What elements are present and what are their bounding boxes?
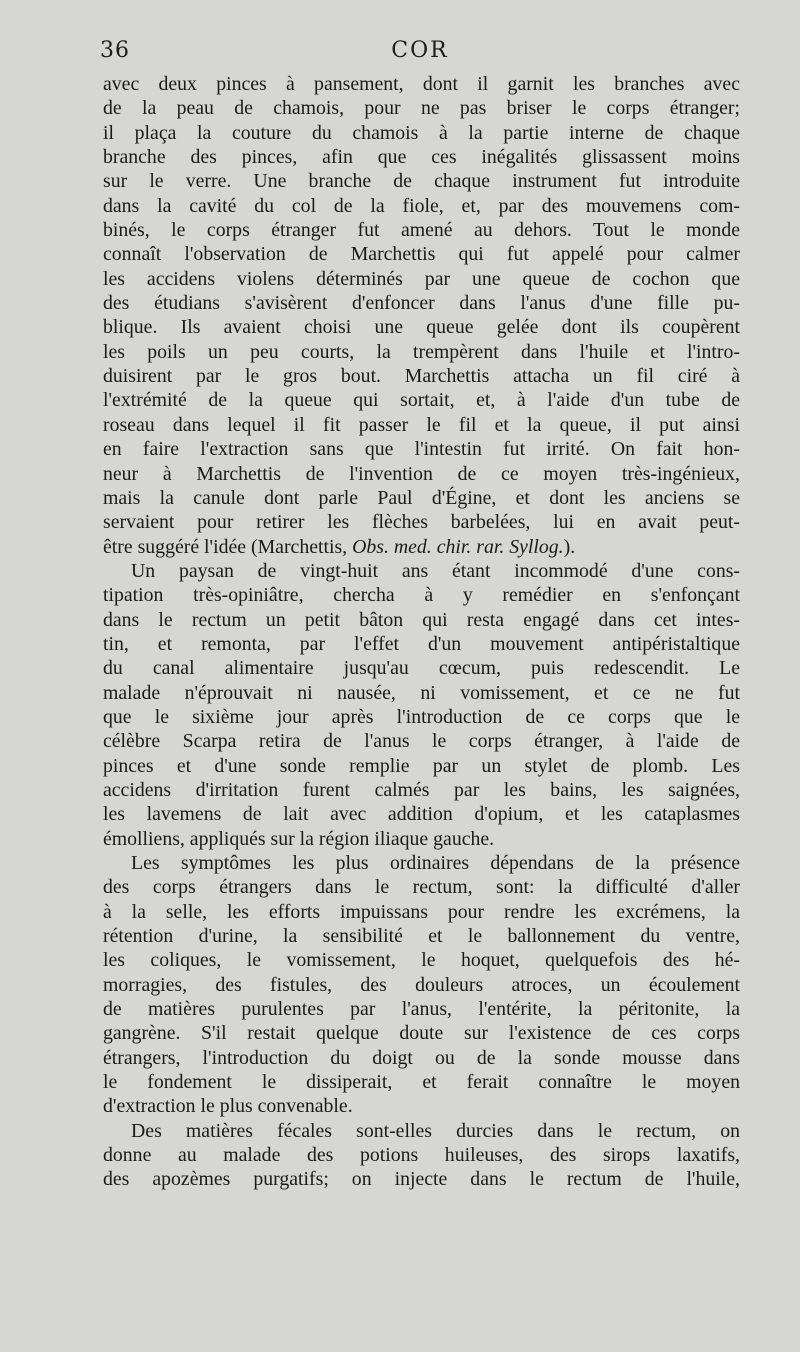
paragraph	[103, 72, 740, 559]
paragraph	[103, 851, 740, 1119]
text-line: dans la cavité du col de la fiole, et, par des mouvemens com-	[103, 194, 740, 217]
text-line: étrangers, l'introduction du doigt ou de la sonde mousse dans	[103, 1046, 740, 1069]
text-line: à la selle, les efforts impuissans pour rendre les excrémens, la	[103, 900, 740, 923]
text-line	[103, 535, 740, 559]
text-line: neur à Marchettis de l'invention de ce moyen très-ingénieux,	[103, 462, 740, 485]
text-line: célèbre Scarpa retira de l'anus le corps étranger, à l'aide de	[103, 730, 740, 753]
text-line: binés, le corps étranger fut amené au dehors. Tout le monde	[103, 219, 740, 242]
text-line: roseau dans lequel il fit passer le fil et la queue, il put ainsi	[103, 413, 740, 436]
text-line: les coliques, le vomissement, le hoquet, quelquefois des hé-	[103, 949, 740, 972]
text-line: blique. Ils avaient choisi une queue gelée dont ils coupèrent	[103, 316, 740, 339]
text-line: tipation très-opiniâtre, chercha à y remédier en s'enfonçant	[103, 584, 740, 607]
text-line: connaît l'observation de Marchettis qui fut appelé pour calmer	[103, 243, 740, 266]
text-line: donne au malade des potions huileuses, des sirops laxatifs,	[103, 1144, 740, 1167]
text-line: les poils un peu courts, la trempèrent dans l'huile et l'intro-	[103, 340, 740, 363]
text-line: morragies, des fistules, des douleurs atroces, un écoulement	[103, 973, 740, 996]
text-line: le fondement le dissiperait, et ferait connaître le moyen	[103, 1071, 740, 1094]
text-line: sur le verre. Une branche de chaque instrument fut introduite	[103, 170, 740, 193]
text-line: les accidens violens déterminés par une queue de cochon que	[103, 267, 740, 290]
text-line: mais la canule dont parle Paul d'Égine, et dont les anciens se	[103, 486, 740, 509]
text-line: émolliens, appliqués sur la région iliaque gauche.	[103, 827, 495, 850]
text-line: les lavemens de lait avec addition d'opium, et les cataplasmes	[103, 803, 740, 826]
text-line: que le sixième jour après l'introduction de ce corps que le	[103, 705, 740, 728]
body-text	[103, 72, 740, 1192]
paragraph	[103, 559, 740, 851]
page-header	[100, 38, 740, 68]
text-line: du canal alimentaire jusqu'au cœcum, puis redescendit. Le	[103, 657, 740, 680]
text-line: il plaça la couture du chamois à la partie interne de chaque	[103, 121, 740, 144]
text-line: Les symptômes les plus ordinaires dépendans de la présence	[131, 852, 740, 874]
text-line: Des matières fécales sont-elles durcies dans le rectum, on	[131, 1119, 740, 1142]
text-line: servaient pour retirer les flèches barbelées, lui en avait peut-	[103, 511, 740, 534]
citation-suffix: ).	[563, 535, 576, 558]
text-line: gangrène. S'il restait quelque doute sur l'existence de ces corps	[103, 1022, 740, 1045]
running-head: COR	[391, 38, 449, 63]
text-line: tin, et remonta, par l'effet d'un mouvement antipéristaltique	[103, 632, 740, 655]
text-line: en faire l'extraction sans que l'intestin fut irrité. On fait hon-	[103, 438, 740, 461]
text-line: des corps étrangers dans le rectum, sont: la difficulté d'aller	[103, 876, 740, 899]
text-line: d'extraction le plus convenable.	[103, 1095, 353, 1118]
text-line: des étudians s'avisèrent d'enfoncer dans l'anus d'une fille pu-	[103, 292, 740, 315]
text-line: rétention d'urine, la sensibilité et le ballonnement du ventre,	[103, 925, 740, 948]
text-line: duisirent par le gros bout. Marchettis attacha un fil ciré à	[103, 365, 740, 388]
text-line: branche des pinces, afin que ces inégalités glissassent moins	[103, 146, 740, 169]
text-line: des apozèmes purgatifs; on injecte dans le rectum de l'huile,	[103, 1168, 740, 1191]
paragraph	[103, 1119, 740, 1192]
citation-title: Obs. med. chir. rar. Syllog.	[352, 535, 564, 558]
text-line: Un paysan de vingt-huit ans étant incommodé d'une cons-	[131, 559, 740, 582]
text-line: avec deux pinces à pansement, dont il garnit les branches avec	[103, 73, 740, 95]
text-line: malade n'éprouvait ni nausée, ni vomissement, et ce ne fut	[103, 681, 740, 704]
text-line: accidens d'irritation furent calmés par les bains, les saignées,	[103, 778, 740, 801]
citation-prefix: être suggéré l'idée (Marchettis,	[103, 535, 353, 558]
page-number: 36	[100, 38, 130, 63]
text-line: de matières purulentes par l'anus, l'entérite, la péritonite, la	[103, 998, 740, 1021]
text-line: pinces et d'une sonde remplie par un stylet de plomb. Les	[103, 754, 740, 777]
text-line: l'extrémité de la queue qui sortait, et, à l'aide d'un tube de	[103, 389, 740, 412]
text-line: dans le rectum un petit bâton qui resta engagé dans cet intes-	[103, 608, 740, 631]
text-line: de la peau de chamois, pour ne pas briser le corps étranger;	[103, 97, 740, 120]
